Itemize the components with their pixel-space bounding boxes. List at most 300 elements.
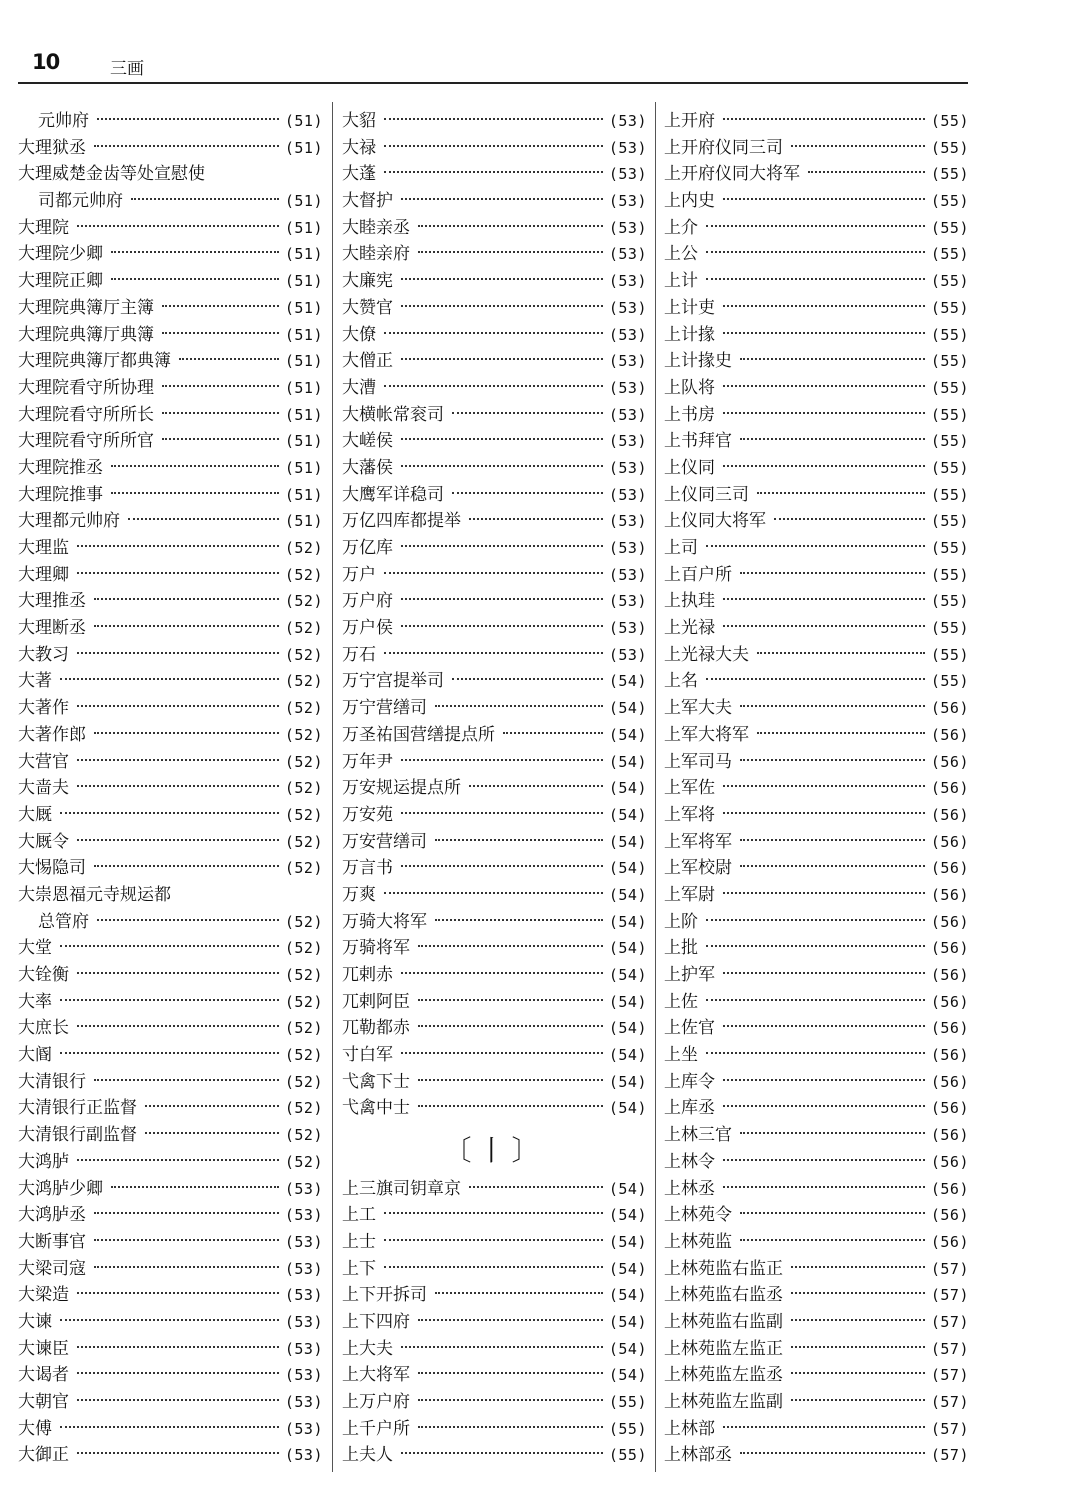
entry-term: 大理院看守所所官: [18, 431, 154, 452]
dot-leader: [77, 225, 279, 227]
entry-term: 上佐官: [664, 1018, 715, 1039]
dot-leader: [435, 839, 603, 841]
index-entry: [18, 402, 323, 429]
index-entry: [664, 1229, 969, 1256]
entry-page-ref: (55): [608, 1446, 647, 1465]
entry-page-ref: (51): [284, 112, 323, 130]
entry-term: 万年尹: [342, 751, 393, 772]
index-entry: [664, 882, 969, 909]
index-entry: [342, 135, 647, 162]
entry-page-ref: (54): [608, 966, 647, 984]
index-entry: [342, 562, 647, 589]
entry-page-ref: (54): [608, 1232, 647, 1251]
entry-term: 兀勒都赤: [342, 1018, 410, 1039]
dot-leader: [401, 972, 603, 974]
dot-leader: [77, 972, 279, 974]
entry-term: 大傅: [18, 1418, 52, 1439]
entry-page-ref: (52): [284, 939, 323, 958]
entry-page-ref: (53): [608, 165, 647, 184]
entry-term: 大营官: [18, 751, 69, 772]
dot-leader: [128, 518, 279, 520]
entry-term: 上军校尉: [664, 858, 732, 879]
entry-term: 上公: [664, 244, 698, 265]
entry-page-ref: (55): [608, 1419, 647, 1438]
index-entry: [342, 829, 647, 856]
entry-term: 大铨衡: [18, 965, 69, 985]
entry-page-ref: (52): [284, 1126, 323, 1145]
entry-page-ref: (51): [284, 405, 323, 424]
entry-term: 上军佐: [664, 778, 715, 799]
dot-leader: [740, 438, 925, 440]
index-entry: [18, 215, 323, 242]
entry-term: 上林苑监右监丞: [664, 1285, 783, 1306]
dot-leader: [401, 759, 603, 761]
index-entry: [342, 1362, 647, 1389]
index-entry: [18, 1282, 323, 1309]
entry-page-ref: (56): [930, 966, 969, 984]
index-entry: [664, 241, 969, 268]
dot-leader: [77, 1372, 279, 1374]
index-entry: [342, 989, 647, 1016]
dot-leader: [111, 278, 279, 280]
index-entry: [18, 428, 323, 455]
entry-page-ref: (54): [608, 1206, 647, 1225]
entry-term: 万户侯: [342, 618, 393, 639]
index-entry: [342, 1229, 647, 1256]
entry-page-ref: (55): [930, 165, 969, 184]
index-group-a: [342, 108, 647, 1122]
dot-leader: [740, 839, 925, 841]
entry-term: 大教习: [18, 644, 69, 665]
index-entry: [342, 722, 647, 749]
index-entry: [664, 989, 969, 1016]
index-entry: [18, 1095, 323, 1122]
index-entry: [18, 749, 323, 776]
entry-page-ref: (53): [284, 1312, 323, 1331]
entry-term: 上坐: [664, 1045, 698, 1066]
dot-leader: [757, 732, 925, 734]
entry-page-ref: (52): [284, 912, 323, 931]
dot-leader: [706, 545, 925, 547]
entry-page-ref: (55): [930, 352, 969, 371]
entry-term: 万户: [342, 564, 376, 585]
entry-page-ref: (55): [930, 592, 969, 611]
dot-leader: [94, 1079, 279, 1081]
entry-page-ref: (54): [608, 992, 647, 1011]
dot-leader: [740, 865, 925, 867]
entry-page-ref: (51): [284, 512, 323, 531]
index-entry: [18, 1362, 323, 1389]
index-entry: [18, 1442, 323, 1469]
entry-term: 上林苑令: [664, 1205, 732, 1226]
entry-page-ref: (53): [608, 592, 647, 611]
entry-page-ref: (52): [284, 1019, 323, 1038]
entry-page-ref: (53): [284, 1232, 323, 1251]
index-entry: [18, 535, 323, 562]
dot-leader: [740, 358, 925, 360]
dot-leader: [162, 438, 279, 440]
dot-leader: [723, 785, 925, 787]
index-entry: [342, 161, 647, 188]
dot-leader: [418, 999, 603, 1001]
index-entry: [342, 802, 647, 829]
dot-leader: [162, 305, 279, 307]
entry-term: 万圣祐国营缮提点所: [342, 724, 495, 745]
dot-leader: [97, 118, 279, 120]
index-entry: [342, 215, 647, 242]
index-entry: [18, 1256, 323, 1283]
entry-term: 大啬夫: [18, 778, 69, 799]
entry-page-ref: (53): [284, 1259, 323, 1278]
entry-page-ref: (56): [930, 752, 969, 771]
entry-term: 大睦亲丞: [342, 217, 410, 238]
dot-leader: [401, 1452, 603, 1454]
entry-term: 上军将军: [664, 831, 732, 852]
dot-leader: [740, 572, 925, 574]
index-entry: [664, 1256, 969, 1283]
dot-leader: [469, 785, 603, 787]
dot-leader: [435, 705, 603, 707]
entry-term: 万安苑: [342, 804, 393, 825]
entry-page-ref: (52): [284, 992, 323, 1011]
index-entry: [342, 588, 647, 615]
index-entry: [18, 1015, 323, 1042]
index-entry: [18, 1122, 323, 1149]
dot-leader: [94, 1266, 279, 1268]
dot-leader: [808, 171, 925, 173]
index-entry: [18, 615, 323, 642]
entry-term: 大嵯侯: [342, 431, 393, 452]
entry-page-ref: (56): [930, 912, 969, 931]
entry-term: 万亿库: [342, 538, 393, 558]
entry-page-ref: (54): [608, 859, 647, 878]
entry-page-ref: (53): [608, 619, 647, 638]
index-entry: [342, 428, 647, 455]
dot-leader: [723, 1105, 925, 1107]
dot-leader: [60, 1319, 279, 1321]
dot-leader: [401, 1052, 603, 1054]
dot-leader: [418, 1319, 603, 1321]
index-entry: [664, 1362, 969, 1389]
entry-term: 大蓬: [342, 164, 376, 185]
entry-term: 上库令: [664, 1071, 715, 1092]
index-entry: [664, 1336, 969, 1363]
entry-term: 上仪同大将军: [664, 511, 766, 532]
entry-page-ref: (55): [930, 272, 969, 291]
dot-leader: [94, 625, 279, 627]
entry-term: 大著: [18, 671, 52, 692]
entry-term: 万骑大将军: [342, 911, 427, 932]
index-entry: [18, 1176, 323, 1203]
entry-term: 大庶长: [18, 1018, 69, 1039]
dot-leader: [706, 919, 925, 921]
index-entry: [664, 935, 969, 962]
index-entry: [18, 455, 323, 482]
column-divider: [655, 102, 656, 1472]
entry-term: 上仪同三司: [664, 484, 749, 505]
dot-leader: [60, 999, 279, 1001]
entry-page-ref: (56): [930, 832, 969, 851]
index-entry: [664, 1202, 969, 1229]
entry-page-ref: (52): [284, 565, 323, 584]
entry-page-ref: (53): [608, 378, 647, 397]
entry-term: 大理监: [18, 538, 69, 558]
dot-leader: [418, 1105, 603, 1107]
index-entry: [664, 1282, 969, 1309]
entry-term: 大理院少卿: [18, 244, 103, 265]
entry-term: 万亿四库都提举: [342, 511, 461, 532]
dot-leader: [706, 999, 925, 1001]
index-entry: [18, 802, 323, 829]
dot-leader: [77, 785, 279, 787]
index-entry: [18, 161, 323, 188]
entry-page-ref: (55): [930, 325, 969, 344]
dot-leader: [452, 678, 603, 680]
index-entry: [664, 135, 969, 162]
entry-term: 万爽: [342, 884, 376, 905]
entry-page-ref: (53): [608, 325, 647, 344]
entry-term: 上林苑监右监副: [664, 1311, 783, 1332]
entry-page-ref: (54): [608, 1339, 647, 1358]
entry-term: 大禄: [342, 137, 376, 158]
dot-leader: [77, 652, 279, 654]
entry-page-ref: (56): [930, 992, 969, 1011]
entry-term: 大清银行副监督: [18, 1125, 137, 1146]
entry-term: 大理院看守所协理: [18, 377, 154, 398]
index-entry: [664, 1149, 969, 1176]
index-entry: [18, 1389, 323, 1416]
index-entry: [342, 615, 647, 642]
entry-term: 上林苑监: [664, 1231, 732, 1252]
dot-leader: [418, 1426, 603, 1428]
entry-term: 上林苑监右监正: [664, 1258, 783, 1279]
index-entry: [664, 161, 969, 188]
dot-leader: [723, 1426, 925, 1428]
dot-leader: [162, 412, 279, 414]
index-entry: [664, 1309, 969, 1336]
entry-page-ref: (52): [284, 966, 323, 984]
entry-term: 大理院看守所所长: [18, 404, 154, 425]
entry-page-ref: (56): [930, 805, 969, 824]
index-entry: [18, 775, 323, 802]
entry-term: 大清银行: [18, 1071, 86, 1092]
index-entry: [664, 375, 969, 402]
entry-term: 万宁营缮司: [342, 698, 427, 719]
entry-term: 上军司马: [664, 751, 732, 772]
dot-leader: [791, 1399, 925, 1401]
entry-page-ref: (54): [608, 779, 647, 798]
entry-term: 上书拜官: [664, 431, 732, 452]
dot-leader: [723, 385, 925, 387]
entry-term: 大朝官: [18, 1392, 69, 1412]
dot-leader: [401, 358, 603, 360]
entry-term: 司都元帅府: [38, 191, 123, 212]
entry-term: 上夫人: [342, 1445, 393, 1466]
index-entry: [342, 1389, 647, 1416]
index-entry: [342, 375, 647, 402]
entry-page-ref: (52): [284, 805, 323, 824]
entry-page-ref: (53): [608, 138, 647, 157]
dot-leader: [740, 1132, 925, 1134]
index-entry: [18, 108, 323, 135]
dot-leader: [77, 1025, 279, 1027]
index-entry: [342, 482, 647, 509]
dot-leader: [469, 1186, 603, 1188]
entry-page-ref: (54): [608, 912, 647, 931]
entry-term: 大横帐常衮司: [342, 404, 444, 425]
dot-leader: [418, 225, 603, 227]
entry-page-ref: (54): [608, 1259, 647, 1278]
entry-term: 万石: [342, 644, 376, 665]
index-entry: [342, 295, 647, 322]
entry-term: 大鸿胪丞: [18, 1205, 86, 1226]
index-entry: [18, 695, 323, 722]
index-entry: [18, 642, 323, 669]
entry-page-ref: (52): [284, 1152, 323, 1171]
entry-page-ref: (51): [284, 352, 323, 371]
index-entry: [664, 508, 969, 535]
dot-leader: [723, 465, 925, 467]
entry-page-ref: (56): [930, 1019, 969, 1038]
entry-page-ref: (55): [930, 432, 969, 451]
entry-page-ref: (54): [608, 699, 647, 718]
dot-leader: [401, 1346, 603, 1348]
index-entry: [342, 108, 647, 135]
dot-leader: [60, 1426, 279, 1428]
entry-page-ref: (55): [930, 645, 969, 664]
entry-page-ref: (53): [608, 192, 647, 211]
entry-term: 大堂: [18, 938, 52, 959]
index-entry: [342, 348, 647, 375]
index-entry: [664, 668, 969, 695]
entry-page-ref: (53): [608, 112, 647, 130]
dot-leader: [384, 145, 603, 147]
dot-leader: [791, 145, 925, 147]
dot-leader: [94, 1212, 279, 1214]
entry-page-ref: (53): [608, 218, 647, 237]
entry-page-ref: (56): [930, 1206, 969, 1225]
entry-page-ref: (53): [608, 405, 647, 424]
entry-page-ref: (56): [930, 939, 969, 958]
index-group-b: [342, 1176, 647, 1470]
entry-term: 上计: [664, 271, 698, 292]
entry-term: 大理院典簿厅典簿: [18, 324, 154, 345]
entry-term: 上三旗司钥章京: [342, 1178, 461, 1199]
dot-leader: [723, 598, 925, 600]
entry-page-ref: (55): [930, 405, 969, 424]
entry-page-ref: (51): [284, 378, 323, 397]
dot-leader: [723, 305, 925, 307]
index-entry: [342, 1069, 647, 1096]
entry-page-ref: (52): [284, 592, 323, 611]
entry-term: 大理卿: [18, 564, 69, 585]
index-entry: [18, 295, 323, 322]
dot-leader: [401, 198, 603, 200]
dot-leader: [723, 972, 925, 974]
dot-leader: [723, 1025, 925, 1027]
index-entry: [342, 1042, 647, 1069]
entry-page-ref: (51): [284, 485, 323, 504]
entry-page-ref: (55): [930, 565, 969, 584]
dot-leader: [401, 865, 603, 867]
dot-leader: [452, 492, 603, 494]
entry-page-ref: (52): [284, 645, 323, 664]
entry-term: 上林苑监左监正: [664, 1338, 783, 1359]
index-entry: [664, 749, 969, 776]
entry-page-ref: (52): [284, 1072, 323, 1091]
dot-leader: [179, 358, 279, 360]
dot-leader: [740, 1452, 925, 1454]
entry-page-ref: (55): [608, 1393, 647, 1412]
entry-term: 大僚: [342, 324, 376, 345]
entry-page-ref: (53): [608, 485, 647, 504]
entry-term: 大廉宪: [342, 271, 393, 292]
entry-page-ref: (53): [608, 432, 647, 451]
dot-leader: [723, 1079, 925, 1081]
dot-leader: [401, 812, 603, 814]
page-number: 10: [32, 50, 60, 74]
index-entry: [18, 1069, 323, 1096]
entry-term: 上开府: [664, 111, 715, 131]
entry-page-ref: (52): [284, 725, 323, 744]
dot-leader: [757, 652, 925, 654]
entry-page-ref: (53): [608, 245, 647, 264]
entry-page-ref: (52): [284, 699, 323, 718]
entry-page-ref: (53): [284, 1393, 323, 1411]
entry-term: 上林丞: [664, 1178, 715, 1199]
index-entry: [342, 935, 647, 962]
dot-leader: [384, 1266, 603, 1268]
entry-term: 上林部丞: [664, 1445, 732, 1466]
entry-term: 上内史: [664, 191, 715, 212]
entry-page-ref: (54): [608, 672, 647, 691]
entry-term: 大厩: [18, 804, 52, 825]
entry-page-ref: (53): [608, 512, 647, 531]
dot-leader: [384, 332, 603, 334]
group-heading: 〔丨〕: [443, 1133, 546, 1167]
entry-page-ref: (55): [930, 512, 969, 531]
entry-term: 大理狱丞: [18, 137, 86, 158]
entry-page-ref: (51): [284, 458, 323, 477]
entry-term: 上光禄: [664, 618, 715, 639]
entry-page-ref: (56): [930, 1046, 969, 1065]
dot-leader: [401, 305, 603, 307]
dot-leader: [131, 198, 279, 200]
dot-leader: [384, 1212, 603, 1214]
dot-leader: [774, 518, 925, 520]
entry-page-ref: (52): [284, 619, 323, 638]
entry-page-ref: (57): [930, 1286, 969, 1305]
dot-leader: [145, 1105, 279, 1107]
entry-page-ref: (52): [284, 1046, 323, 1065]
entry-page-ref: (55): [930, 298, 969, 317]
entry-term: 大貂: [342, 111, 376, 131]
index-entry: [664, 108, 969, 135]
entry-term: 上下: [342, 1258, 376, 1279]
entry-term: 大梁造: [18, 1285, 69, 1306]
dot-leader: [740, 705, 925, 707]
entry-page-ref: (55): [930, 672, 969, 691]
index-entry: [18, 882, 323, 909]
entry-term: 上批: [664, 938, 698, 959]
dot-leader: [111, 492, 279, 494]
index-entry: [342, 268, 647, 295]
dot-leader: [418, 1372, 603, 1374]
index-entry: [342, 188, 647, 215]
dot-leader: [77, 1346, 279, 1348]
index-entry: [342, 775, 647, 802]
index-entry: [18, 562, 323, 589]
